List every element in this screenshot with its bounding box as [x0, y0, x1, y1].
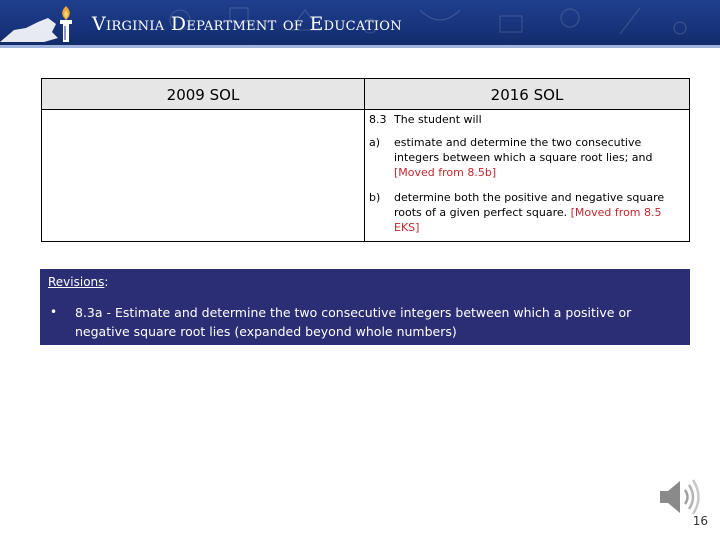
bullet-icon: •	[50, 305, 58, 319]
revisions-title: Revisions	[48, 275, 105, 289]
speaker-icon[interactable]	[656, 476, 704, 518]
moved-note: [Moved from 8.5 EKS]	[394, 206, 662, 234]
list-item	[365, 131, 689, 186]
header-banner	[0, 0, 720, 48]
department-title: Virginia Department of Education	[92, 13, 402, 35]
item-text	[394, 135, 685, 180]
col-header-2016: 2016 SOL	[365, 79, 690, 110]
item-text	[394, 190, 685, 235]
banner-rule	[0, 45, 720, 48]
standard-stem-text: The student will	[394, 113, 482, 126]
standard-stem	[365, 110, 689, 131]
page-number: 16	[692, 514, 708, 528]
moved-note: [Moved from 8.5b]	[394, 166, 497, 179]
torch-icon	[50, 4, 82, 44]
item-body: estimate and determine the two consecutive integers between which a square root lies; and	[394, 136, 653, 164]
table-header-row	[42, 79, 690, 110]
cell-2016	[365, 110, 690, 242]
table-body-row	[42, 110, 690, 242]
revisions-heading	[48, 275, 108, 289]
sol-comparison-table	[41, 78, 690, 242]
revision-text: 8.3a - Estimate and determine the two consecutive integers between which a positive or negative square root lies (expanded beyond whole numbers)	[75, 305, 632, 339]
item-body: determine both the positive and negative square roots of a given perfect square.	[394, 191, 665, 219]
revisions-colon: :	[104, 275, 109, 289]
col-header-2009: 2009 SOL	[42, 79, 365, 110]
standard-number: 8.3	[369, 113, 387, 126]
list-item	[365, 186, 689, 241]
item-marker: b)	[369, 191, 381, 204]
revisions-box	[40, 269, 690, 345]
item-marker: a)	[369, 136, 381, 149]
cell-2009-empty	[42, 110, 365, 242]
